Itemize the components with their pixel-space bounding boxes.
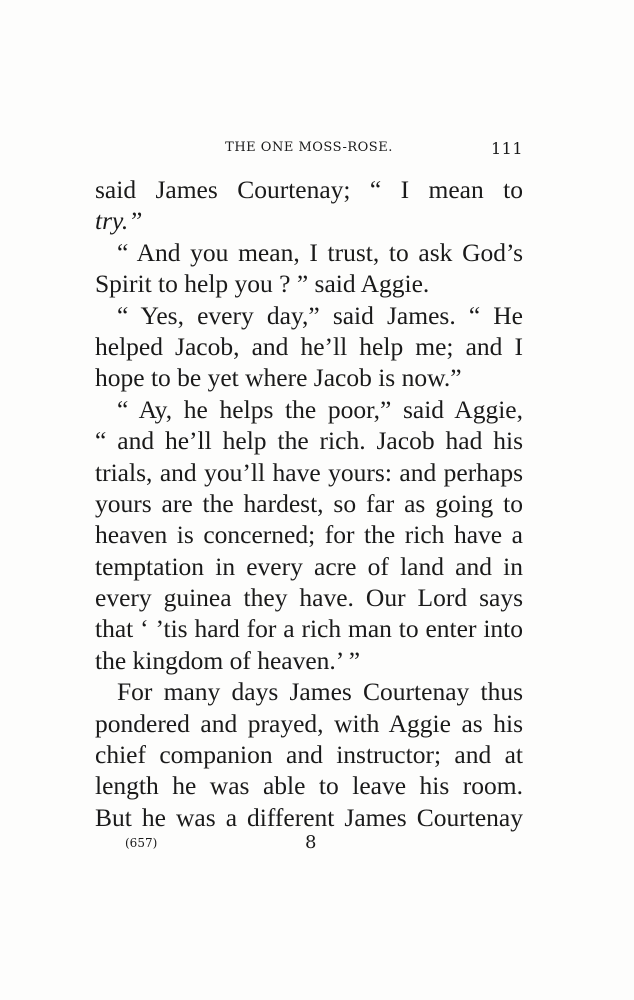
running-title: THE ONE MOSS-ROSE. (225, 140, 393, 155)
text-line: For many days James Courtenay thus (117, 677, 523, 707)
signature-code: (657) (125, 836, 158, 850)
text-line: temptation in every acre of land and in (95, 551, 523, 581)
text-line: yours are the hardest, so far as going to (95, 488, 523, 518)
body-text (95, 174, 523, 833)
text-line: length he was able to leave his room. (95, 771, 523, 801)
text-line: every guinea they have. Our Lord says (95, 583, 523, 613)
text-line: But he was a different James Courtenay (95, 802, 523, 832)
page-footer (125, 832, 425, 856)
text-line: said James Courtenay; “ I mean to (95, 175, 523, 204)
text-line: “ Yes, every day,” said James. “ He (117, 300, 523, 330)
text-line: heaven is concerned; for the rich have a (95, 520, 523, 550)
text-line: Spirit to help you ? ” said Aggie. (95, 269, 430, 299)
text-line: try.” (95, 206, 143, 236)
text-line: helped Jacob, and he’ll help me; and I (95, 331, 523, 361)
signature-mark: 8 (305, 832, 317, 853)
text-line: “ and he’ll help the rich. Jacob had his (95, 426, 523, 456)
running-head (95, 140, 523, 162)
text-line: “ And you mean, I trust, to ask God’s (117, 237, 523, 267)
text-line: chief companion and instructor; and at (95, 740, 523, 770)
page-number: 111 (490, 139, 523, 158)
text-line: hope to be yet where Jacob is now.” (95, 363, 462, 393)
text-line: that ‘ ’tis hard for a rich man to enter into (95, 614, 523, 644)
text-line: trials, and you’ll have yours: and perhaps (95, 457, 523, 487)
text-line: pondered and prayed, with Aggie as his (95, 708, 523, 738)
text-line: “ Ay, he helps the poor,” said Aggie, (117, 394, 523, 424)
text-line: the kingdom of heaven.’ ” (95, 645, 361, 675)
